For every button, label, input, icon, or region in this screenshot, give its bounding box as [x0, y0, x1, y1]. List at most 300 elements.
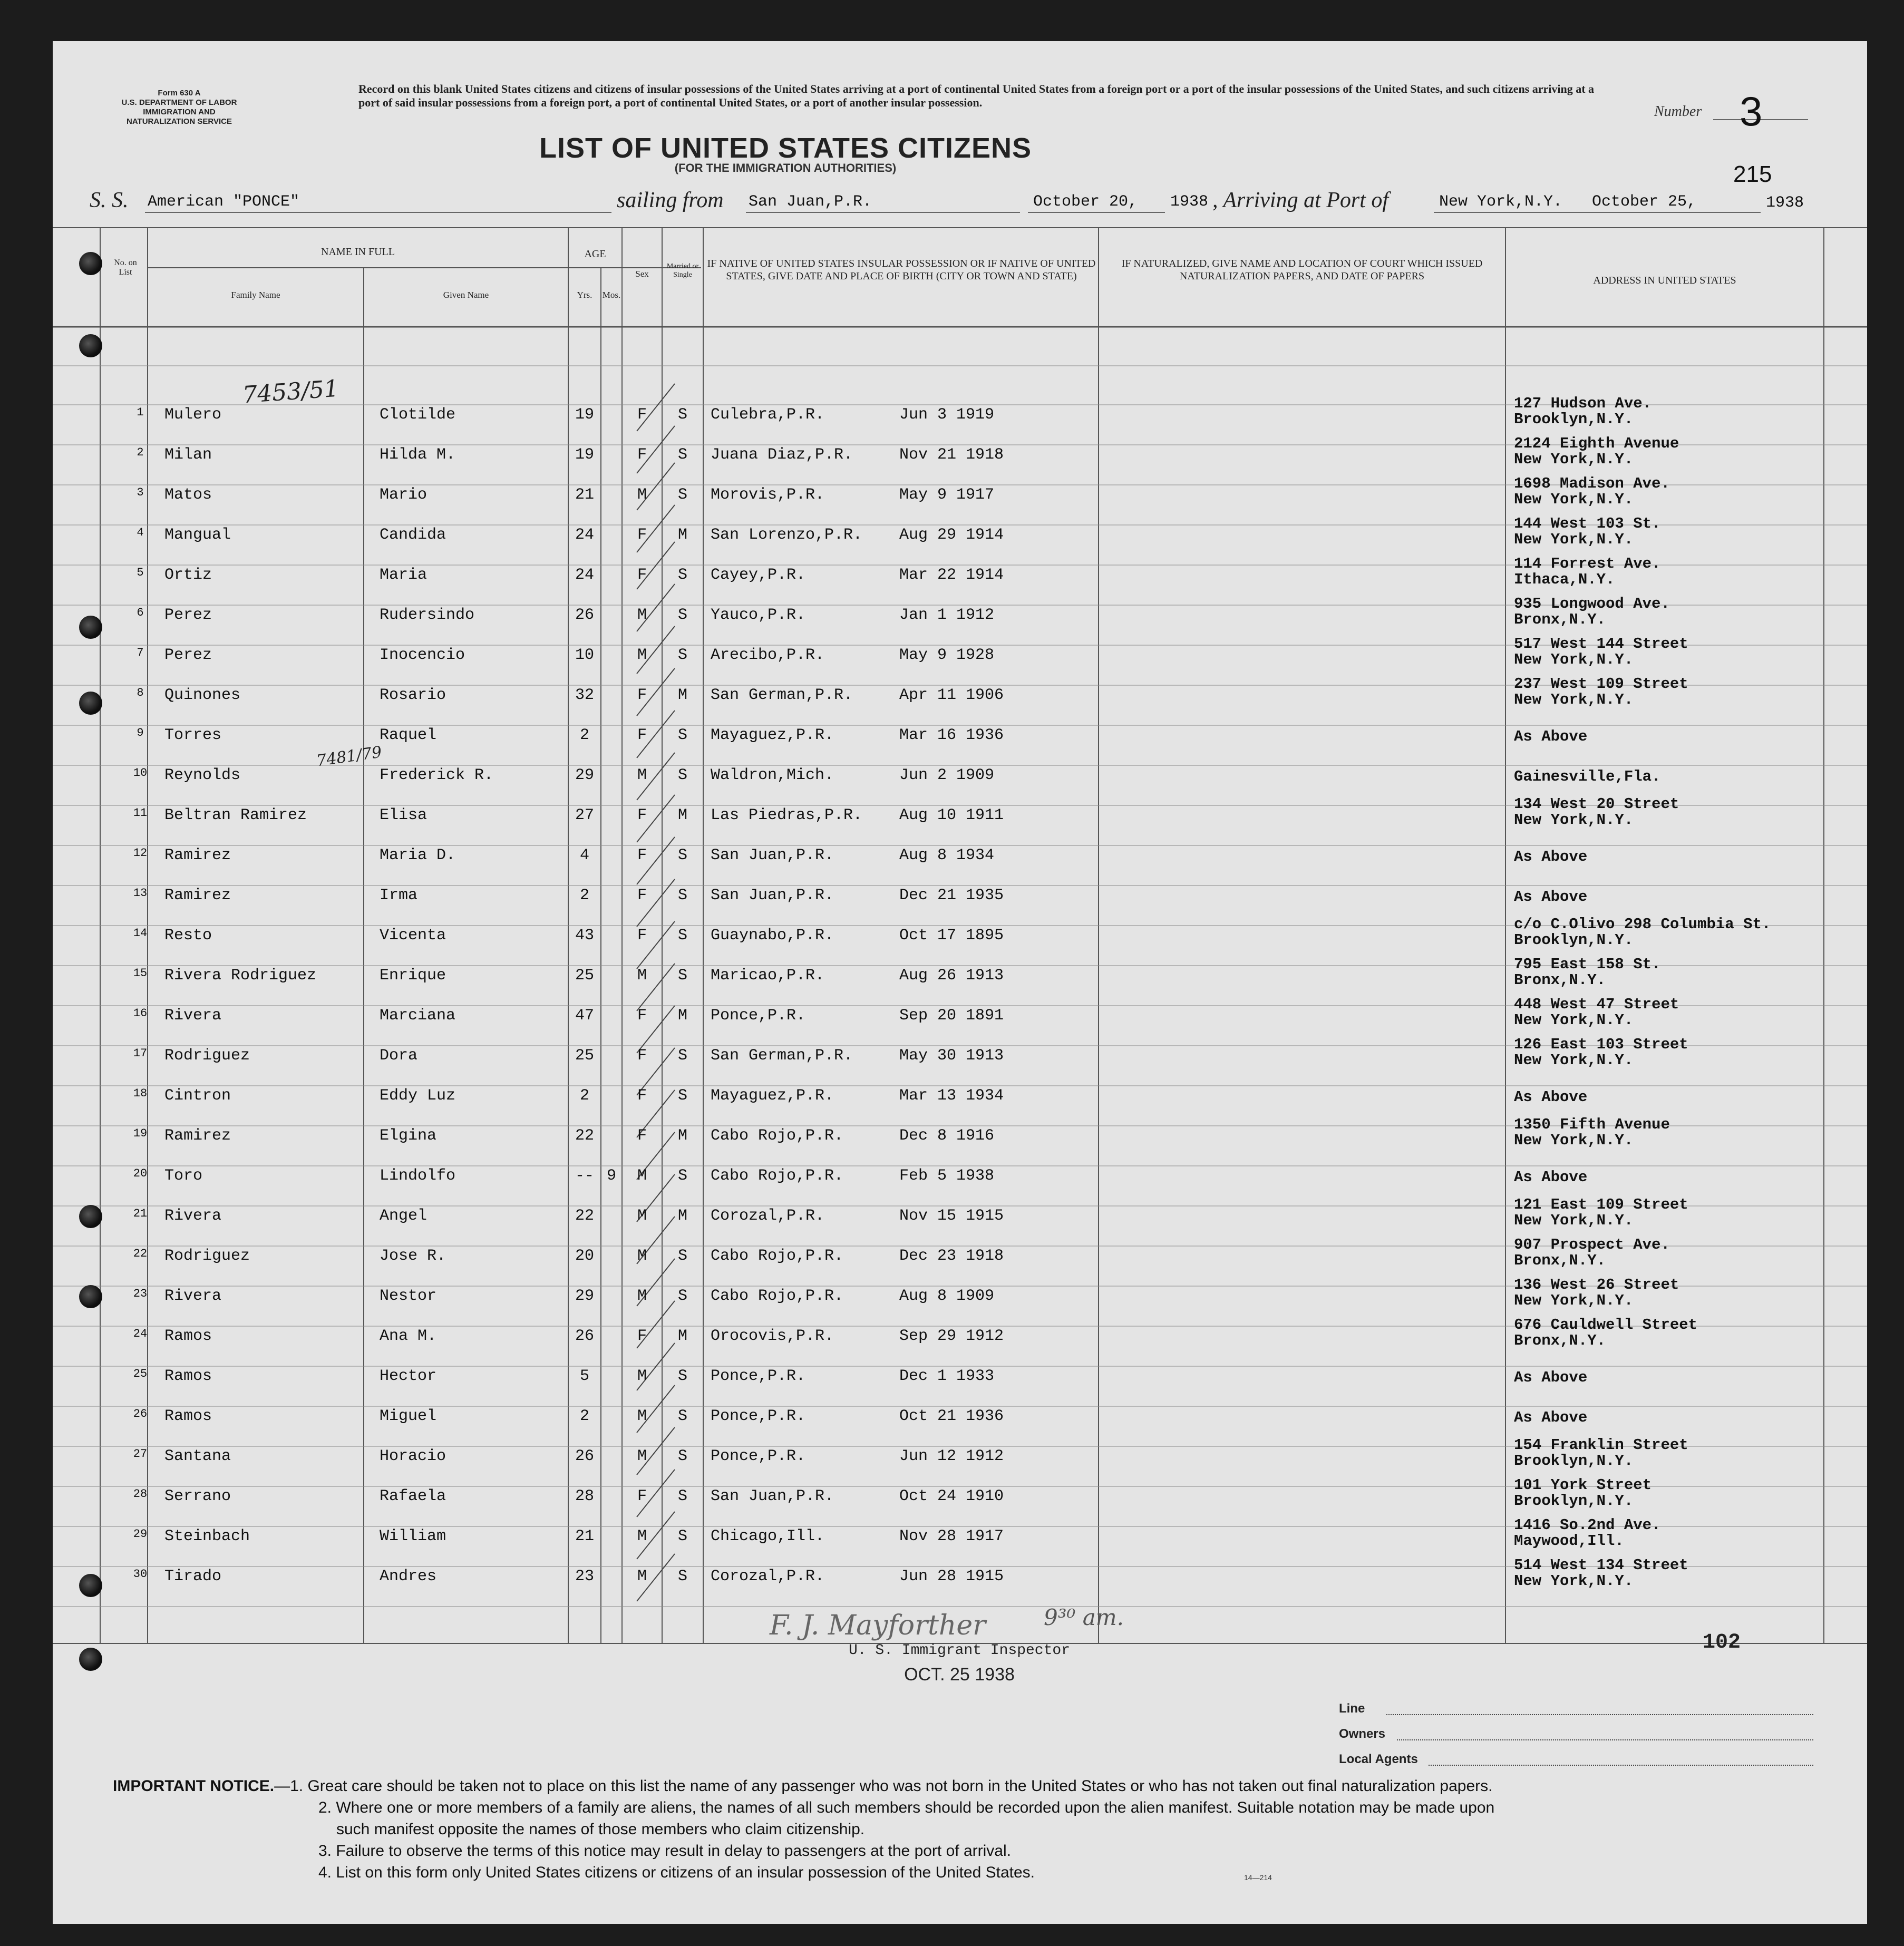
page-title: LIST OF UNITED STATES CITIZENS — [539, 132, 1032, 164]
marital-status: S — [677, 1407, 687, 1425]
given-name: Marciana — [380, 1007, 456, 1025]
marital-status: S — [677, 1487, 687, 1505]
given-name: Candida — [380, 526, 446, 544]
birth-date: May 9 1928 — [899, 646, 995, 664]
table-row — [53, 795, 1867, 846]
sex: M — [637, 606, 647, 624]
arrival-port: New York,N.Y. — [1439, 193, 1563, 211]
address-line-2: Brooklyn,N.Y. — [1514, 931, 1634, 949]
address-line-2: Brooklyn,N.Y. — [1514, 1452, 1634, 1470]
given-name: Irma — [380, 887, 418, 904]
family-name: Perez — [164, 646, 212, 664]
given-name: Angel — [380, 1207, 428, 1225]
birth-date: Mar 13 1934 — [899, 1087, 1004, 1105]
address-line-1: 114 Forrest Ave. — [1514, 555, 1661, 572]
age-years: 25 — [575, 967, 594, 985]
marital-status: M — [677, 806, 687, 824]
sex: F — [637, 1087, 647, 1105]
age-years: 10 — [575, 646, 594, 664]
arrival-year: 1938 — [1766, 194, 1804, 212]
family-name: Tirado — [164, 1568, 222, 1585]
address-line-2: New York,N.Y. — [1514, 691, 1634, 708]
row-number: 6 — [137, 606, 144, 619]
sex: F — [637, 566, 647, 584]
birth-place: San Juan,P.R. — [711, 887, 834, 904]
address-line-2: New York,N.Y. — [1514, 651, 1634, 668]
given-name: Elgina — [380, 1127, 437, 1145]
header-married: Married or Single — [666, 262, 699, 279]
given-name: Elisa — [380, 806, 428, 824]
form-id-line: NATURALIZATION SERVICE — [126, 117, 232, 126]
given-name: Hilda M. — [380, 446, 456, 464]
birth-date: Oct 21 1936 — [899, 1407, 1004, 1425]
address-line-1: As Above — [1514, 848, 1588, 865]
address-line-1: 144 West 103 St. — [1514, 515, 1661, 532]
given-name: Lindolfo — [380, 1167, 456, 1185]
row-number: 26 — [133, 1407, 148, 1420]
row-number: 15 — [133, 967, 148, 980]
notice-item-2a: 2. Where one or more members of a family are aliens, the names of all such members should be recorded upon the alien manifest. Suitable notation may be made upon — [318, 1799, 1495, 1816]
table-row — [53, 1367, 1867, 1407]
given-name: Enrique — [380, 967, 446, 985]
page-subtitle: (FOR THE IMMIGRATION AUTHORITIES) — [674, 161, 897, 174]
line-label: Line — [1339, 1701, 1365, 1716]
family-name: Rivera — [164, 1207, 222, 1225]
sex: F — [637, 726, 647, 744]
family-name: Rivera — [164, 1287, 222, 1305]
marital-status: S — [677, 726, 687, 744]
birth-date: Jun 2 1909 — [899, 766, 995, 784]
table-row — [53, 1036, 1867, 1087]
form-id-line: IMMIGRATION AND — [143, 108, 216, 116]
address-line-1: As Above — [1514, 1409, 1588, 1426]
row-number: 2 — [137, 446, 144, 459]
age-years: 22 — [575, 1127, 594, 1145]
birth-date: Sep 29 1912 — [899, 1327, 1004, 1345]
address-line-2: New York,N.Y. — [1514, 491, 1634, 508]
birth-place: Juana Diaz,P.R. — [711, 446, 853, 464]
marital-status: S — [677, 1287, 687, 1305]
birth-place: Morovis,P.R. — [711, 486, 825, 504]
row-number: 5 — [137, 566, 144, 579]
number-label: Number — [1654, 103, 1702, 120]
vessel-name: American "PONCE" — [148, 193, 300, 211]
notice-item-3: 3. Failure to observe the terms of this notice may result in delay to passengers at the port of arrival. — [318, 1842, 1011, 1860]
marital-status: S — [677, 606, 687, 624]
given-name: Raquel — [380, 726, 437, 744]
birth-date: Nov 15 1915 — [899, 1207, 1004, 1225]
arriving-label: , Arriving at Port of — [1212, 188, 1389, 212]
sex: M — [637, 486, 647, 504]
given-name: Rudersindo — [380, 606, 475, 624]
row-number: 1 — [137, 406, 144, 419]
marital-status: S — [677, 887, 687, 904]
marital-status: M — [677, 1127, 687, 1145]
address-line-2: New York,N.Y. — [1514, 1572, 1634, 1590]
birth-place: San Juan,P.R. — [711, 846, 834, 864]
punch-hole — [79, 616, 102, 639]
birth-place: Ponce,P.R. — [711, 1447, 806, 1465]
family-name: Milan — [164, 446, 212, 464]
row-number: 13 — [133, 887, 148, 900]
birth-place: Cabo Rojo,P.R. — [711, 1247, 844, 1265]
family-name: Resto — [164, 927, 212, 945]
row-number: 21 — [133, 1207, 148, 1220]
address-line-1: 101 York Street — [1514, 1476, 1652, 1494]
birth-date: May 30 1913 — [899, 1047, 1004, 1065]
sex: F — [637, 1007, 647, 1025]
agents-field — [1339, 1752, 1813, 1767]
address-line-1: 907 Prospect Ave. — [1514, 1236, 1670, 1253]
notice-head: IMPORTANT NOTICE. — [113, 1777, 275, 1795]
birth-date: Mar 16 1936 — [899, 726, 1004, 744]
birth-place: Culebra,P.R. — [711, 406, 825, 424]
row-number: 28 — [133, 1487, 148, 1501]
birth-date: Apr 11 1906 — [899, 686, 1004, 704]
address-line-1: As Above — [1514, 1169, 1588, 1186]
sex: M — [637, 967, 647, 985]
marital-status: S — [677, 406, 687, 424]
family-name: Rivera — [164, 1007, 222, 1025]
row-number: 19 — [133, 1127, 148, 1140]
birth-place: Yauco,P.R. — [711, 606, 806, 624]
notice-item-1: —1. Great care should be taken not to place on this list the name of any passenger who was not born in the United States or who has not taken out final naturalization papers. — [274, 1777, 1493, 1795]
address-line-1: 237 West 109 Street — [1514, 675, 1688, 693]
birth-date: Aug 10 1911 — [899, 806, 1004, 824]
family-name: Santana — [164, 1447, 231, 1465]
age-years: 29 — [575, 766, 594, 784]
birth-place: Waldron,Mich. — [711, 766, 834, 784]
birth-place: Ponce,P.R. — [711, 1007, 806, 1025]
family-name: Perez — [164, 606, 212, 624]
given-name: Maria D. — [380, 846, 456, 864]
agents-label: Local Agents — [1339, 1752, 1418, 1766]
birth-place: Mayaguez,P.R. — [711, 726, 834, 744]
sex: M — [637, 1407, 647, 1425]
family-name: Beltran Ramirez — [164, 806, 307, 824]
sex: F — [637, 887, 647, 904]
sex: F — [637, 1047, 647, 1065]
punch-hole — [79, 334, 102, 357]
row-number: 4 — [137, 526, 144, 539]
address-line-1: 517 West 144 Street — [1514, 635, 1688, 653]
sex: M — [637, 1287, 647, 1305]
record-instructions: Record on this blank United States citizens and citizens of insular possessions of the United States arriving at a port of continental United States from a foreign port or a port of the insular possessions of the United States, and such citizens arriving at a port of said insular possessions from a foreign port, a port of continental United States, or a port of another insular possession. — [358, 82, 1595, 109]
age-years: 2 — [579, 1087, 589, 1105]
birth-place: San Lorenzo,P.R. — [711, 526, 863, 544]
birth-place: Guaynabo,P.R. — [711, 927, 834, 945]
header-name: NAME IN FULL — [321, 246, 395, 258]
birth-date: Aug 8 1909 — [899, 1287, 995, 1305]
age-years: -- — [575, 1167, 594, 1185]
given-name: Ana M. — [380, 1327, 437, 1345]
sex: F — [637, 927, 647, 945]
row-number: 24 — [133, 1327, 148, 1340]
family-name: Toro — [164, 1167, 203, 1185]
age-years: 19 — [575, 446, 594, 464]
marital-status: S — [677, 766, 687, 784]
marital-status: S — [677, 486, 687, 504]
birth-date: Jan 1 1912 — [899, 606, 995, 624]
marital-status: S — [677, 1367, 687, 1385]
address-line-2: Bronx,N.Y. — [1514, 971, 1606, 989]
address-line-1: As Above — [1514, 728, 1588, 745]
punch-hole — [79, 1574, 102, 1597]
birth-date: Nov 28 1917 — [899, 1527, 1004, 1545]
family-name: Rodriguez — [164, 1247, 250, 1265]
family-name: Matos — [164, 486, 212, 504]
sail-year: 1938 — [1170, 193, 1209, 211]
marital-status: S — [677, 1527, 687, 1545]
owners-label: Owners — [1339, 1727, 1386, 1741]
row-number: 8 — [137, 686, 144, 699]
address-line-1: 126 East 103 Street — [1514, 1036, 1688, 1053]
form-code: 14—214 — [1244, 1873, 1272, 1882]
given-name: Frederick R. — [380, 766, 494, 784]
form-id-line: U.S. DEPARTMENT OF LABOR — [121, 98, 237, 107]
family-name: Ramirez — [164, 846, 231, 864]
given-name: William — [380, 1527, 446, 1545]
address-line-1: 1698 Madison Ave. — [1514, 475, 1670, 492]
birth-date: Oct 24 1910 — [899, 1487, 1004, 1505]
birth-place: Cabo Rojo,P.R. — [711, 1127, 844, 1145]
sex: F — [637, 846, 647, 864]
sex: M — [637, 1568, 647, 1585]
page-count: 102 — [1703, 1631, 1741, 1655]
birth-place: Las Piedras,P.R. — [711, 806, 863, 824]
row-number: 30 — [133, 1568, 148, 1581]
age-years: 20 — [575, 1247, 594, 1265]
address-line-2: Bronx,N.Y. — [1514, 1332, 1606, 1349]
birth-place: Ponce,P.R. — [711, 1407, 806, 1425]
given-name: Rafaela — [380, 1487, 446, 1505]
agents-rule — [1429, 1765, 1813, 1766]
punch-hole — [79, 1205, 102, 1228]
given-name: Maria — [380, 566, 428, 584]
row-number: 27 — [133, 1447, 148, 1461]
header-birth: IF NATIVE OF UNITED STATES INSULAR POSSESSION OR IF NATIVE OF UNITED STATES, GIVE DATE AND PLACE OF BIRTH (CITY OR TOWN AND STATE) — [707, 258, 1096, 282]
family-name: Ramirez — [164, 887, 231, 904]
birth-place: Cabo Rojo,P.R. — [711, 1167, 844, 1185]
address-line-1: 121 East 109 Street — [1514, 1196, 1688, 1213]
birth-date: Nov 21 1918 — [899, 446, 1004, 464]
header-address: ADDRESS IN UNITED STATES — [1593, 275, 1736, 286]
birth-date: Aug 26 1913 — [899, 967, 1004, 985]
marital-status: S — [677, 1568, 687, 1585]
marital-status: S — [677, 846, 687, 864]
family-name: Ramos — [164, 1407, 212, 1425]
birth-place: San Juan,P.R. — [711, 1487, 834, 1505]
birth-place: Maricao,P.R. — [711, 967, 825, 985]
marital-status: S — [677, 566, 687, 584]
birth-date: Aug 29 1914 — [899, 526, 1004, 544]
row-number: 12 — [133, 846, 148, 860]
table-row — [53, 675, 1867, 726]
table-row — [53, 846, 1867, 887]
header-yrs: Yrs. — [577, 290, 592, 300]
age-years: 26 — [575, 1327, 594, 1345]
address-line-1: c/o C.Olivo 298 Columbia St. — [1514, 916, 1771, 933]
family-name: Mangual — [164, 526, 231, 544]
age-years: 2 — [579, 887, 589, 904]
birth-date: Sep 20 1891 — [899, 1007, 1004, 1025]
sex: F — [637, 406, 647, 424]
inspector-signature: F. J. Mayforther — [770, 1610, 986, 1641]
address-line-2: Bronx,N.Y. — [1514, 611, 1606, 628]
address-line-2: Brooklyn,N.Y. — [1514, 411, 1634, 428]
sex: M — [637, 646, 647, 664]
age-years: 26 — [575, 1447, 594, 1465]
row-number: 18 — [133, 1087, 148, 1100]
header-no: No. on List — [114, 258, 137, 277]
birth-date: Dec 23 1918 — [899, 1247, 1004, 1265]
row-number: 17 — [133, 1047, 148, 1060]
family-name: Ramirez — [164, 1127, 231, 1145]
sex: F — [637, 686, 647, 704]
row-number: 16 — [133, 1007, 148, 1020]
family-name: Cintron — [164, 1087, 231, 1105]
birth-date: Mar 22 1914 — [899, 566, 1004, 584]
header-family: Family Name — [231, 290, 280, 300]
birth-place: Corozal,P.R. — [711, 1568, 825, 1585]
birth-date: Dec 8 1916 — [899, 1127, 995, 1145]
address-line-2: New York,N.Y. — [1514, 531, 1634, 548]
address-line-1: 2124 Eighth Avenue — [1514, 435, 1679, 452]
family-name: Rodriguez — [164, 1047, 250, 1065]
address-line-1: 935 Longwood Ave. — [1514, 595, 1670, 612]
address-line-1: As Above — [1514, 1369, 1588, 1386]
form-id-line: Form 630 A — [158, 89, 201, 98]
address-line-2: New York,N.Y. — [1514, 1292, 1634, 1309]
number-value: 3 — [1740, 88, 1763, 134]
row-number: 22 — [133, 1247, 148, 1260]
sex: M — [637, 1367, 647, 1385]
sex: M — [637, 766, 647, 784]
sex: F — [637, 1487, 647, 1505]
given-name: Jose R. — [380, 1247, 446, 1265]
given-name: Clotilde — [380, 406, 456, 424]
marital-status: M — [677, 1207, 687, 1225]
sex: F — [637, 1127, 647, 1145]
address-line-2: New York,N.Y. — [1514, 1052, 1634, 1069]
birth-place: Ponce,P.R. — [711, 1367, 806, 1385]
address-line-1: As Above — [1514, 1088, 1588, 1106]
given-name: Hector — [380, 1367, 437, 1385]
address-line-1: 154 Franklin Street — [1514, 1436, 1688, 1454]
birth-place: Chicago,Ill. — [711, 1527, 825, 1545]
table-row — [53, 1316, 1867, 1367]
age-years: 23 — [575, 1568, 594, 1585]
address-line-2: Ithaca,N.Y. — [1514, 571, 1615, 588]
address-line-2: New York,N.Y. — [1514, 1212, 1634, 1229]
given-name: Andres — [380, 1568, 437, 1585]
age-years: 21 — [575, 1527, 594, 1545]
given-name: Rosario — [380, 686, 446, 704]
sex: M — [637, 1527, 647, 1545]
birth-date: May 9 1917 — [899, 486, 995, 504]
marital-status: S — [677, 1247, 687, 1265]
address-line-1: 514 West 134 Street — [1514, 1556, 1688, 1574]
sex: M — [637, 1167, 647, 1185]
marital-status: M — [677, 1007, 687, 1025]
marital-status: M — [677, 1327, 687, 1345]
birth-date: Dec 1 1933 — [899, 1367, 995, 1385]
birth-place: Mayaguez,P.R. — [711, 1087, 834, 1105]
row-number: 7 — [137, 646, 144, 659]
sex: F — [637, 446, 647, 464]
row-number: 25 — [133, 1367, 148, 1380]
marital-status: S — [677, 1167, 687, 1185]
row-number: 20 — [133, 1167, 148, 1180]
sex: F — [637, 1327, 647, 1345]
sex: M — [637, 1447, 647, 1465]
sex: F — [637, 526, 647, 544]
address-line-1: 1416 So.2nd Ave. — [1514, 1516, 1661, 1534]
line-field — [1339, 1701, 1813, 1716]
beltran-annotation: 7481/79 — [315, 743, 383, 771]
marital-status: M — [677, 526, 687, 544]
punch-hole — [79, 692, 102, 715]
family-name: Torres — [164, 726, 222, 744]
birth-date: Jun 12 1912 — [899, 1447, 1004, 1465]
owners-field — [1339, 1727, 1813, 1741]
marital-status: M — [677, 686, 687, 704]
given-name: Dora — [380, 1047, 418, 1065]
address-line-2: Brooklyn,N.Y. — [1514, 1492, 1634, 1510]
birth-date: Dec 21 1935 — [899, 887, 1004, 904]
birth-place: Orocovis,P.R. — [711, 1327, 834, 1345]
row-number: 9 — [137, 726, 144, 740]
family-name: Steinbach — [164, 1527, 250, 1545]
birth-date: Oct 17 1895 — [899, 927, 1004, 945]
age-years: 24 — [575, 526, 594, 544]
address-line-2: Bronx,N.Y. — [1514, 1252, 1606, 1269]
birth-date: Jun 3 1919 — [899, 406, 995, 424]
given-name: Eddy Luz — [380, 1087, 456, 1105]
milan-annotation: 7453/51 — [241, 375, 340, 409]
family-name: Mulero — [164, 406, 222, 424]
page-stamp-number: 215 — [1733, 161, 1772, 187]
marital-status: S — [677, 1047, 687, 1065]
notice-item-4: 4. List on this form only United States citizens or citizens of an insular possession of the United States. — [318, 1864, 1035, 1881]
given-name: Inocencio — [380, 646, 465, 664]
row-number: 23 — [133, 1287, 148, 1300]
punch-hole — [79, 1648, 102, 1671]
age-years: 25 — [575, 1047, 594, 1065]
age-years: 28 — [575, 1487, 594, 1505]
marital-status: S — [677, 1447, 687, 1465]
address-line-2: Maywood,Ill. — [1514, 1532, 1624, 1550]
age-years: 27 — [575, 806, 594, 824]
address-line-1: 136 West 26 Street — [1514, 1276, 1679, 1293]
given-name: Horacio — [380, 1447, 446, 1465]
header-mos: Mos. — [602, 290, 621, 300]
birth-place: Corozal,P.R. — [711, 1207, 825, 1225]
age-years: 43 — [575, 927, 594, 945]
marital-status: S — [677, 927, 687, 945]
ss-label: S. S. — [90, 188, 129, 212]
age-years: 29 — [575, 1287, 594, 1305]
birth-place: Arecibo,P.R. — [711, 646, 825, 664]
address-line-1: 676 Cauldwell Street — [1514, 1316, 1698, 1334]
given-name: Vicenta — [380, 927, 446, 945]
address-line-2: New York,N.Y. — [1514, 451, 1634, 468]
age-years: 26 — [575, 606, 594, 624]
given-name: Nestor — [380, 1287, 437, 1305]
owners-rule — [1397, 1739, 1813, 1740]
address-line-1: As Above — [1514, 888, 1588, 906]
family-name: Serrano — [164, 1487, 231, 1505]
